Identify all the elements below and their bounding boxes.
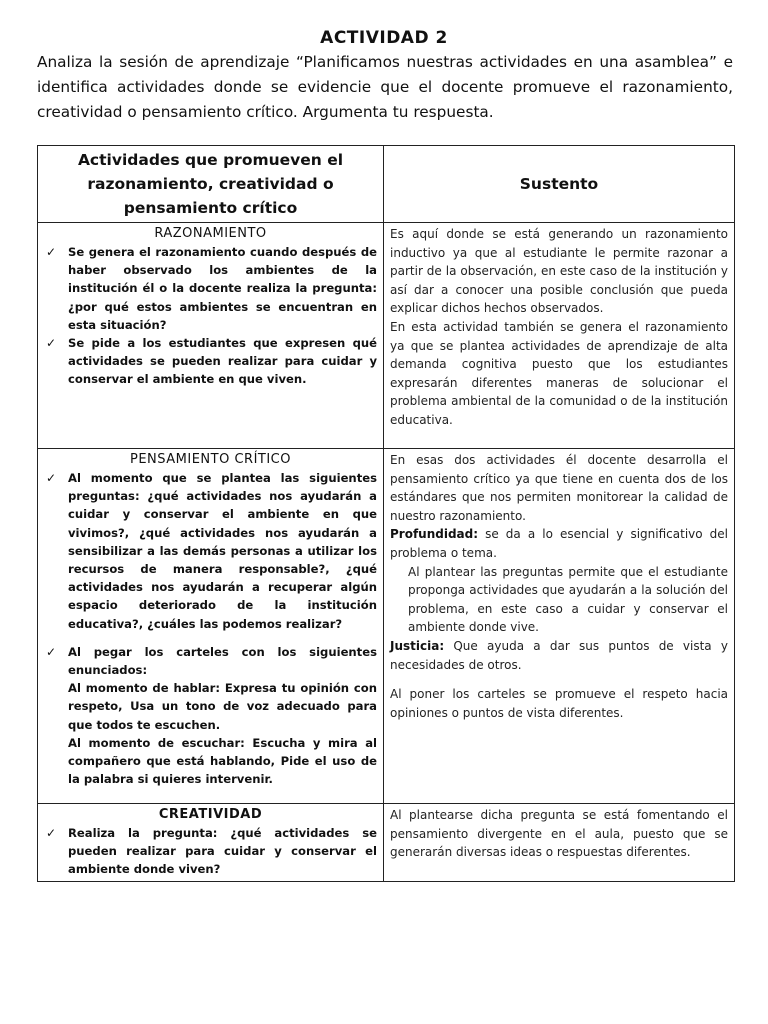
activity-list bbox=[44, 469, 377, 633]
sustento-text: Al plantearse dicha pregunta se está fomentando el pensamiento divergente en el aula, puesto que se generarán diversas ideas o respuestas diferentes. bbox=[390, 808, 728, 860]
sustento-cell-pensamiento-critico bbox=[384, 449, 735, 804]
checkmark-icon: ✓ bbox=[46, 471, 57, 485]
header-activities: Actividades que promueven el razonamiento, creatividad o pensamiento crítico bbox=[38, 146, 384, 223]
checkmark-icon: ✓ bbox=[46, 336, 57, 351]
sustento-text: En esta actividad también se genera el razonamiento ya que se plantea actividades de aprendizaje de alta demanda cognitiva puesto que los estudiantes expresarán diferentes maneras de solucionar el problema ambiental de la comunidad o de la institución educativa. bbox=[390, 319, 728, 427]
sustento-text: Justicia: Que ayuda a dar sus puntos de vista y necesidades de otros. bbox=[390, 638, 728, 672]
checkmark-icon: ✓ bbox=[46, 644, 57, 659]
sustento-cell-razonamiento bbox=[384, 223, 735, 449]
activities-cell-creatividad bbox=[38, 804, 384, 882]
list-item: ✓ Se pide a los estudiantes que expresen qué actividades se pueden realizar para cuidar y conservar el ambiente en que viven. bbox=[46, 336, 377, 387]
justicia-label: Justicia: bbox=[390, 638, 445, 653]
table-row bbox=[38, 449, 735, 804]
section-title-creatividad: CREATIVIDAD bbox=[158, 807, 263, 822]
sustento-text: Al poner los carteles se promueve el respeto hacia opiniones o puntos de vista diferentes. bbox=[390, 687, 728, 720]
checkmark-icon: ✓ bbox=[46, 245, 57, 259]
activities-cell-pensamiento-critico bbox=[38, 449, 384, 804]
list-item: ✓ Al pegar los carteles con los siguientes enunciados: bbox=[46, 644, 377, 678]
activities-cell-razonamiento bbox=[38, 223, 384, 449]
table-row bbox=[38, 223, 735, 449]
activity-list bbox=[44, 643, 377, 679]
checkmark-icon: ✓ bbox=[46, 826, 57, 840]
sustento-text: Profundidad: se da a lo esencial y significativo del problema o tema. bbox=[390, 527, 728, 560]
table-row bbox=[38, 804, 735, 882]
list-item: ✓ Al momento que se plantea las siguientes preguntas: ¿qué actividades nos ayudarán a cuidar y conservar el ambiente en que vivimos?, ¿qué actividades nos ayudarán a sensibilizar a las demás personas a utilizar los recursos de manera responsable?, ¿qué actividades nos ayudarán a recuperar algún espacio deteriorado de la institución educativa?, ¿cuáles las podemos realizar? bbox=[46, 471, 377, 631]
activity-list bbox=[44, 243, 377, 389]
table-header-row bbox=[38, 146, 735, 223]
sustento-text: Al plantear las preguntas permite que el estudiante proponga actividades que ayudarán a la solución del problema, en este caso a cuidar y conservar el ambiente donde vive. bbox=[408, 564, 728, 635]
activity-list bbox=[44, 824, 377, 879]
section-title-pensamiento-critico: PENSAMIENTO CRÍTICO bbox=[130, 452, 291, 467]
page-title: ACTIVIDAD 2 bbox=[320, 28, 448, 48]
sustento-cell-creatividad bbox=[384, 804, 735, 882]
profundidad-label: Profundidad: bbox=[390, 527, 479, 542]
section-title-razonamiento: RAZONAMIENTO bbox=[154, 226, 267, 241]
sustento-text: En esas dos actividades él docente desarrolla el pensamiento crítico ya que tiene en cuenta dos de los estándares que nos permiten monitorear la calidad de nuestro razonamiento. bbox=[390, 453, 728, 523]
activities-table bbox=[37, 145, 735, 882]
sustento-text: Es aquí donde se está generando un razonamiento inductivo ya que al estudiante le permite razonar a partir de la observación, en este caso de la institución y así dar a conocer una posible conclusión que pueda explicar dichos hechos observados. bbox=[390, 227, 728, 316]
list-item: ✓ Realiza la pregunta: ¿qué actividades se pueden realizar para cuidar y conservar el ambiente donde viven? bbox=[46, 826, 377, 877]
header-sustento: Sustento bbox=[384, 146, 735, 223]
cartel-hablar: Al momento de hablar: Expresa tu opinión con respeto, Usa un tono de voz adecuado para que todos te escuchen. bbox=[68, 681, 377, 732]
instructions-paragraph: Analiza la sesión de aprendizaje “Planificamos nuestras actividades en una asamblea” e identifica actividades donde se evidencie que el docente promueve el razonamiento, creatividad o pensamiento crítico. Argumenta tu respuesta. bbox=[37, 53, 733, 121]
list-item: ✓ Se genera el razonamiento cuando después de haber observado los ambientes de la institución él o la docente realiza la pregunta: ¿por qué estos ambientes se encuentran en esta situación? bbox=[46, 245, 377, 332]
cartel-escuchar: Al momento de escuchar: Escucha y mira al compañero que está hablando, Pide el uso de la palabra si quieres intervenir. bbox=[68, 735, 377, 787]
